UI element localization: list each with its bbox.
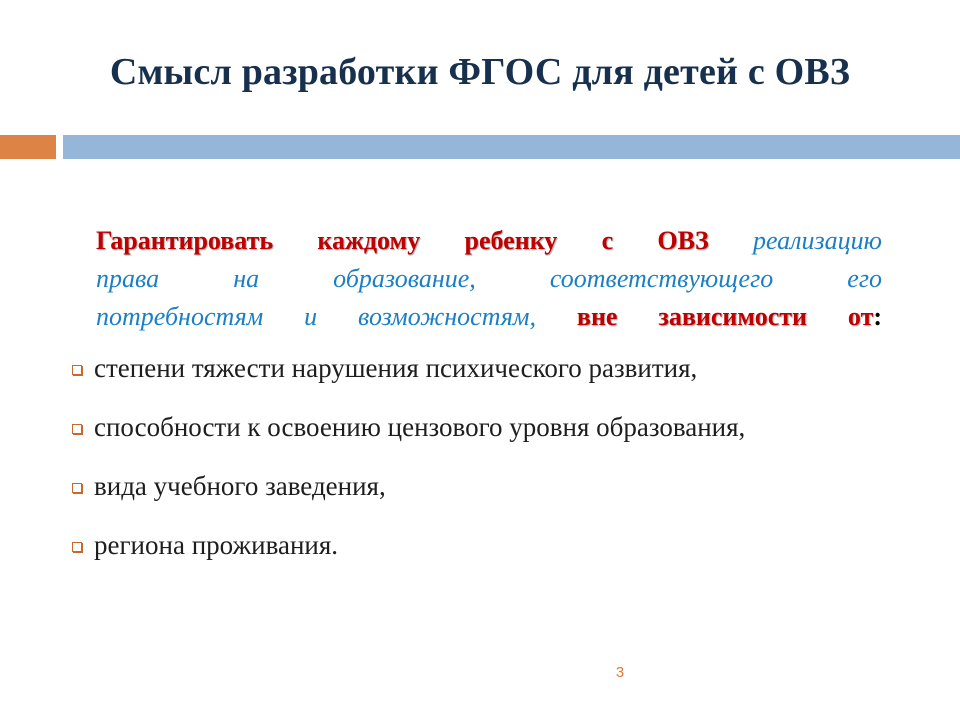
intro-line-1-rest: реализацию bbox=[752, 226, 882, 255]
intro-line-1 bbox=[96, 222, 882, 260]
accent-bar-blue bbox=[63, 135, 960, 159]
intro-line-3-text: потребностям и возможностям, bbox=[96, 302, 536, 331]
list-item-text: вида учебного заведения, bbox=[94, 471, 386, 501]
square-bullet-icon bbox=[72, 365, 82, 375]
slide-title: Смысл разработки ФГОС для детей с ОВЗ bbox=[109, 51, 851, 93]
accent-bar-orange bbox=[0, 135, 56, 159]
intro-line-3 bbox=[96, 298, 882, 336]
square-bullet-icon bbox=[72, 483, 82, 493]
intro-line-2: права на образование, соответствующего его bbox=[96, 264, 882, 293]
intro-paragraph bbox=[96, 222, 882, 336]
bullet-list bbox=[72, 346, 745, 582]
list-item-text: способности к освоению цензового уровня образования, bbox=[94, 412, 746, 442]
list-item bbox=[72, 405, 745, 464]
list-item-text: степени тяжести нарушения психического развития, bbox=[94, 353, 698, 383]
square-bullet-icon bbox=[72, 424, 82, 434]
intro-emphasis-end: вне зависимости от bbox=[576, 302, 874, 331]
intro-emphasis-start: Гарантировать каждому ребенку с ОВЗ bbox=[96, 226, 709, 255]
list-item bbox=[72, 464, 745, 523]
square-bullet-icon bbox=[72, 542, 82, 552]
page-number: 3 bbox=[615, 664, 625, 681]
list-item bbox=[72, 523, 745, 582]
intro-colon: : bbox=[873, 302, 883, 331]
list-item-text: региона проживания. bbox=[94, 530, 339, 560]
list-item bbox=[72, 346, 745, 405]
